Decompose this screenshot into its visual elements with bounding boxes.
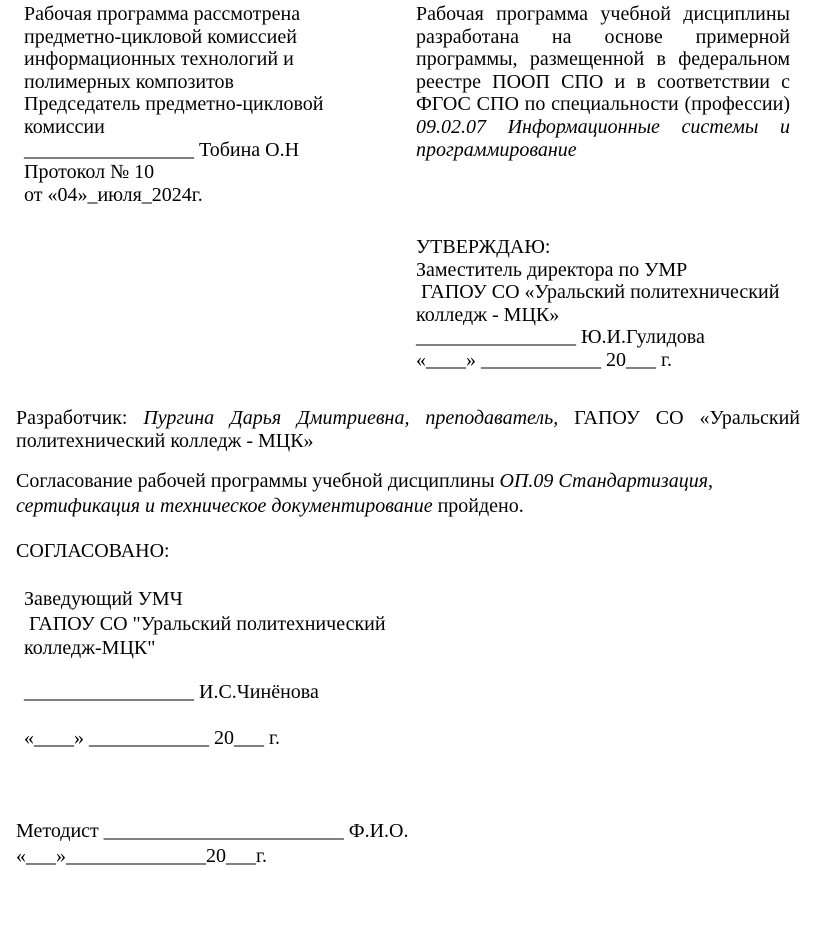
umc-line-3: колледж-МЦК" [24,637,156,659]
approval-block [416,236,796,372]
developer-name: Пургина Дарья Дмитриевна, преподаватель, [143,407,559,429]
review-line-2: предметно-цикловой комиссией [24,25,297,48]
agreement-paragraph [16,469,800,518]
protocol-date: от «04»_июля_2024г. [24,183,203,206]
umc-signature-line: _________________ И.С.Чинёнова [24,681,319,703]
commission-review-block [24,3,374,206]
developer-org: ГАПОУ СО «Уральский политехнический колледж - МЦК» [16,407,801,452]
review-line-1: Рабочая программа рассмотрена [24,3,301,25]
review-line-6: комиссии [24,115,105,138]
methodist-signature-line: Методист ________________________ Ф.И.О. [16,820,409,842]
developer-paragraph [16,407,800,452]
discipline-name: ОП.09 Стандартизация, сертификация и техническое документирование [16,470,714,517]
approval-org-line-2: колледж - МЦК» [416,303,560,326]
approval-signature-line: ________________ Ю.И.Гулидова [416,326,705,349]
review-line-4: полимерных композитов [24,70,234,93]
specialty-name: 09.02.07 Информационные системы и программирование [416,115,790,161]
approval-position: Заместитель директора по УМР [416,258,688,281]
review-line-3: информационных технологий и [24,48,294,71]
approval-heading: УТВЕРЖДАЮ: [416,236,551,258]
approval-org-line-1: ГАПОУ СО «Уральский политехнический [416,281,780,304]
agreement-prefix: Согласование рабочей программы учебной дисциплины [16,470,495,492]
approval-date-line: «____» ____________ 20___ г. [416,348,672,371]
umc-line-1: Заведующий УМЧ [24,588,183,610]
developer-label: Разработчик: [16,407,128,429]
program-basis-text: Рабочая программа учебной дисциплины разработана на основе примерной программы, размещенной в федеральном реестре ПООП СПО и в соответствии с ФГОС СПО по специальности (профессии) [416,3,790,116]
umc-block [24,587,424,661]
review-line-5: Председатель предметно-цикловой [24,93,324,116]
agreement-suffix: пройдено. [437,494,524,517]
agreed-heading: СОГЛАСОВАНО: [16,540,170,562]
methodist-date-line: «___»______________20___г. [16,845,267,867]
program-basis-paragraph [416,3,790,161]
protocol-number: Протокол № 10 [24,161,155,184]
chair-signature-line: _________________ Тобина О.Н [24,138,300,161]
umc-date-line: «____» ____________ 20___ г. [24,727,280,749]
umc-line-2: ГАПОУ СО "Уральский политехнический [24,612,386,635]
